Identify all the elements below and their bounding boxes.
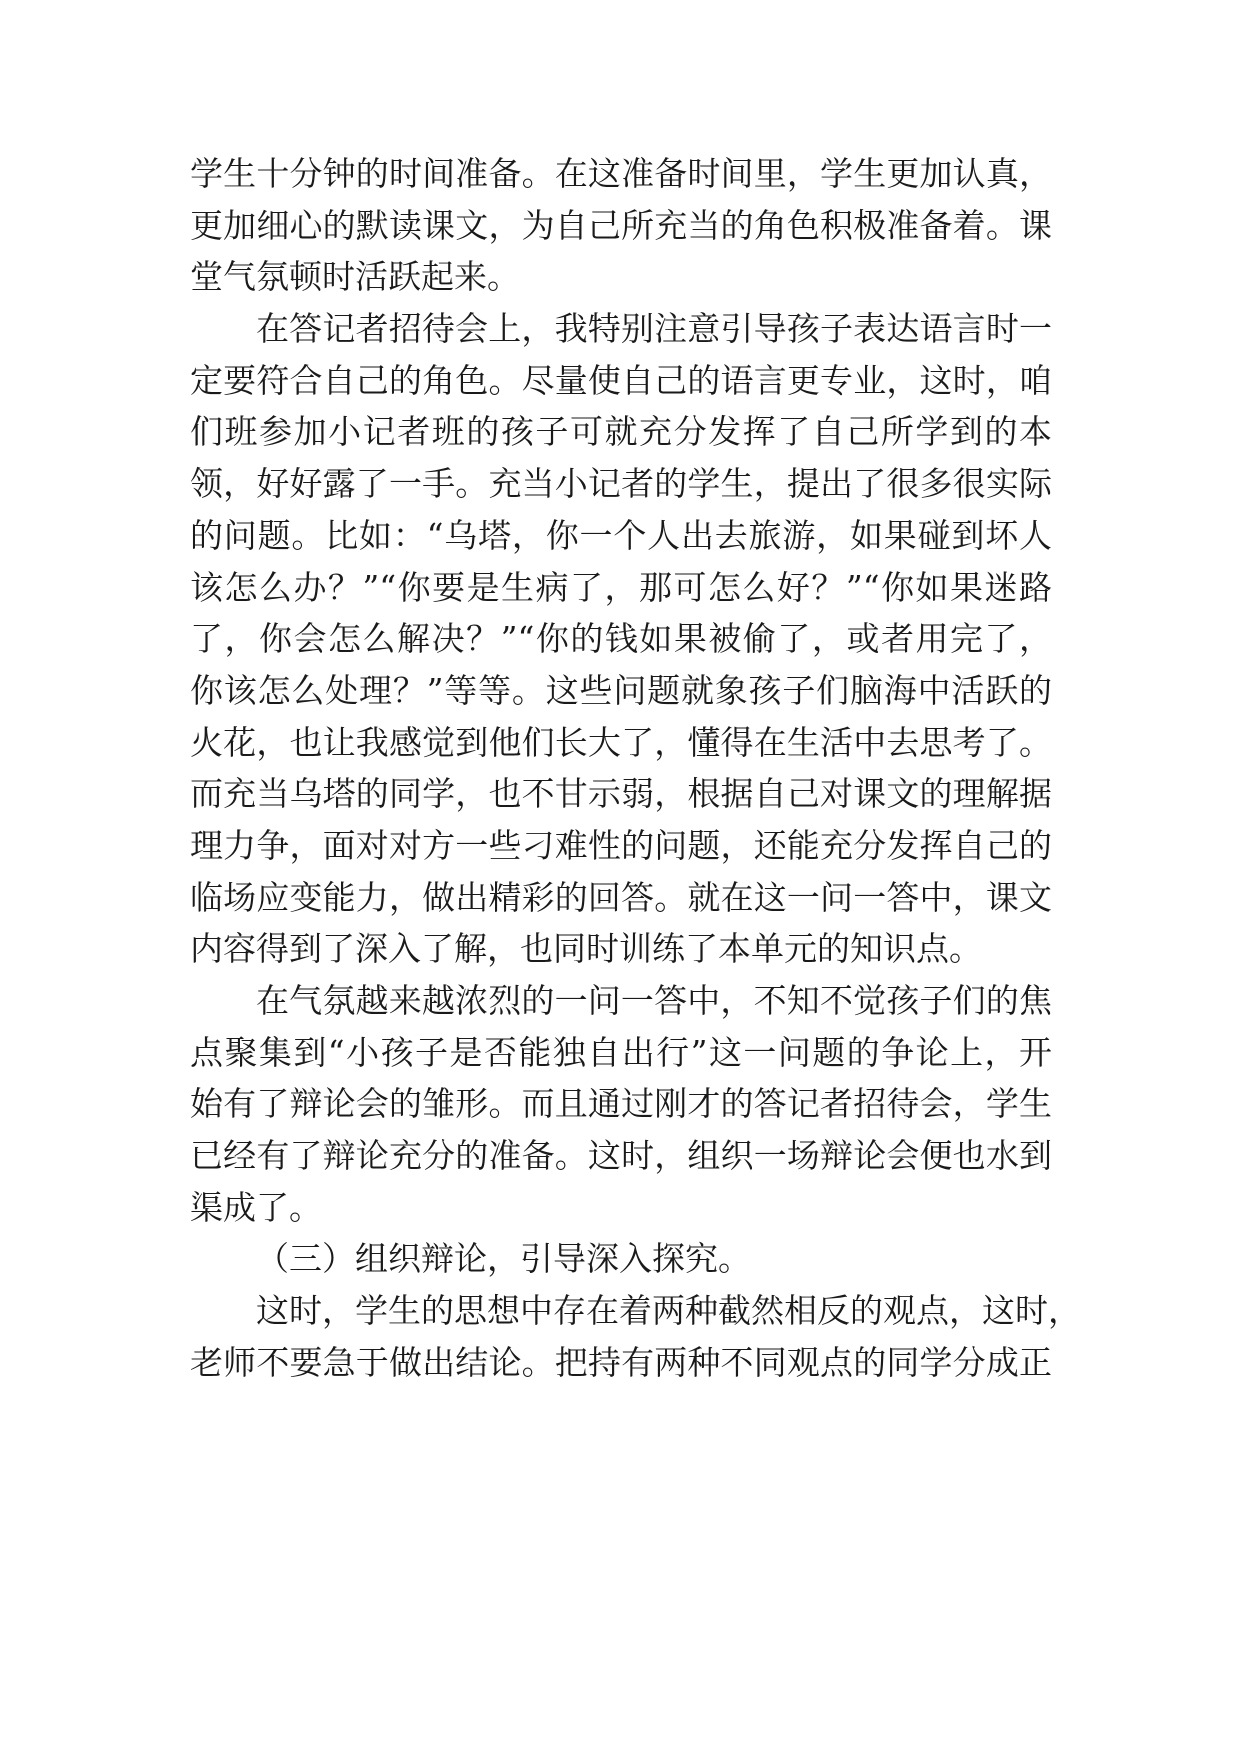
- text-line: 堂气氛顿时活跃起来。: [190, 257, 520, 297]
- text-line: 的问题。比如：“乌塔，你一个人出去旅游，如果碰到坏人: [190, 515, 1052, 555]
- text-line: 内容得到了深入了解，也同时训练了本单元的知识点。: [190, 929, 982, 969]
- text-line: 在答记者招待会上，我特别注意引导孩子表达语言时一: [256, 309, 1052, 349]
- text-line: 而充当乌塔的同学，也不甘示弱，根据自己对课文的理解据: [190, 774, 1052, 814]
- text-line: 临场应变能力，做出精彩的回答。就在这一问一答中，课文: [190, 877, 1052, 917]
- text-line: 领，好好露了一手。充当小记者的学生，提出了很多很实际: [190, 464, 1052, 504]
- text-line: 始有了辩论会的雏形。而且通过刚才的答记者招待会，学生: [190, 1084, 1052, 1124]
- text-line: 理力争，面对对方一些刁难性的问题，还能充分发挥自己的: [190, 825, 1052, 865]
- text-line: 已经有了辩论充分的准备。这时，组织一场辩论会便也水到: [190, 1136, 1052, 1176]
- text-line: 了，你会怎么解决？”“你的钱如果被偷了，或者用完了，: [190, 619, 1052, 659]
- text-line: 在气氛越来越浓烈的一问一答中，不知不觉孩子们的焦: [256, 981, 1052, 1020]
- text-line: 老师不要急于做出结论。把持有两种不同观点的同学分成正: [190, 1342, 1052, 1382]
- text-line: 学生十分钟的时间准备。在这准备时间里，学生更加认真，: [190, 154, 1052, 193]
- text-line: 该怎么办？”“你要是生病了，那可怎么好？”“你如果迷路: [190, 567, 1052, 607]
- text-line: 点聚集到“小孩子是否能独自出行”这一问题的争论上，开: [190, 1032, 1052, 1072]
- section-heading: （三）组织辩论，引导深入探究。: [256, 1239, 751, 1279]
- text-line: 定要符合自己的角色。尽量使自己的语言更专业，这时，咱: [190, 360, 1052, 400]
- text-line: 更加细心的默读课文，为自己所充当的角色积极准备着。课: [190, 205, 1052, 245]
- text-line: 你该怎么处理？”等等。这些问题就象孩子们脑海中活跃的: [190, 670, 1052, 710]
- text-line: 渠成了。: [190, 1187, 322, 1227]
- text-line: 火花，也让我感觉到他们长大了，懂得在生活中去思考了。: [190, 722, 1052, 762]
- document-page: [190, 148, 1081, 1389]
- text-line: 这时，学生的思想中存在着两种截然相反的观点，这时，: [256, 1291, 1081, 1331]
- text-line: 们班参加小记者班的孩子可就充分发挥了自己所学到的本: [190, 412, 1052, 452]
